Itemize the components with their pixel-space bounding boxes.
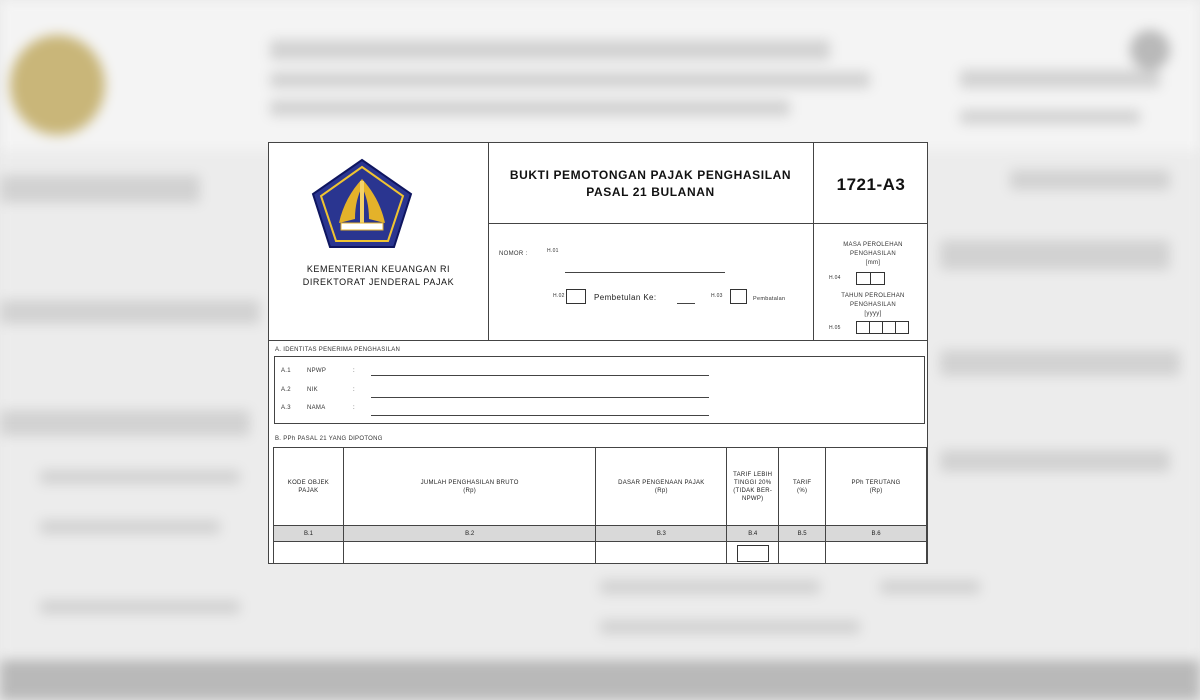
- nik-field[interactable]: [371, 397, 709, 398]
- pembetulan-label: Pembetulan Ke:: [594, 293, 657, 302]
- pembetulan-checkbox[interactable]: [566, 289, 586, 304]
- ministry-line-2: DIREKTORAT JENDERAL PAJAK: [302, 277, 455, 287]
- a3-label: NAMA: [307, 405, 326, 411]
- header-penghasilan-bruto: JUMLAH PENGHASILAN BRUTO (Rp): [343, 448, 596, 526]
- label-b1: B.1: [274, 526, 344, 542]
- ministry-logo: [307, 157, 417, 257]
- tax-form-1721-a3: [268, 142, 928, 564]
- section-b-table: [273, 447, 927, 564]
- section-a-title: A. IDENTITAS PENERIMA PENGHASILAN: [275, 347, 401, 353]
- label-b4: B.4: [727, 526, 779, 542]
- tahun-perolehan: TAHUN PEROLEHAN PENGHASILAN [yyyy]: [841, 293, 905, 317]
- section-b-input-row: [274, 542, 927, 565]
- input-dasar-pengenaan[interactable]: [596, 542, 727, 565]
- section-b-header-row: [274, 448, 927, 526]
- section-a-box: [274, 356, 925, 424]
- header-dasar-pengenaan: DASAR PENGENAAN PAJAK (Rp): [596, 448, 727, 526]
- a2-label: NIK: [307, 387, 318, 393]
- h02-code: H.02: [553, 293, 565, 299]
- section-b-title: B. PPh PASAL 21 YANG DIPOTONG: [275, 436, 383, 442]
- nomor-label: NOMOR :: [499, 251, 528, 257]
- a1-sep: :: [353, 368, 355, 374]
- masa-month-box-2[interactable]: [870, 272, 885, 285]
- masa-perolehan: MASA PEROLEHAN PENGHASILAN [mm]: [843, 242, 903, 266]
- header-tarif-lebih-tinggi: TARIF LEBIH TINGGI 20% (TIDAK BER- NPWP): [727, 448, 779, 526]
- tahun-year-box-3[interactable]: [882, 321, 896, 334]
- masa-month-box-1[interactable]: [856, 272, 871, 285]
- label-b5: B.5: [779, 526, 826, 542]
- a3-code: A.3: [281, 405, 291, 411]
- tarif-lebih-tinggi-checkbox[interactable]: [737, 545, 769, 562]
- tahun-year-box-2[interactable]: [869, 321, 883, 334]
- pembatalan-label: Pembatalan: [753, 296, 786, 302]
- a1-code: A.1: [281, 368, 291, 374]
- section-b-label-row: [274, 526, 927, 542]
- nomor-field[interactable]: [565, 272, 725, 273]
- tahun-year-box-4[interactable]: [895, 321, 909, 334]
- a1-label: NPWP: [307, 368, 327, 374]
- form-title: [488, 167, 813, 201]
- header-tarif: TARIF (%): [779, 448, 826, 526]
- input-tarif[interactable]: [779, 542, 826, 565]
- input-penghasilan-bruto[interactable]: [343, 542, 596, 565]
- a2-sep: :: [353, 387, 355, 393]
- form-code: 1721-A3: [836, 175, 906, 194]
- label-b3: B.3: [596, 526, 727, 542]
- tahun-year-box-1[interactable]: [856, 321, 870, 334]
- label-b2: B.2: [343, 526, 596, 542]
- h04-code: H.04: [829, 275, 841, 281]
- pembetulan-number-field[interactable]: [677, 303, 695, 304]
- ministry-name: [269, 263, 488, 289]
- npwp-field[interactable]: [371, 375, 709, 376]
- label-b6: B.6: [826, 526, 927, 542]
- nomor-code: H.01: [547, 248, 559, 254]
- input-kode-objek[interactable]: [274, 542, 344, 565]
- header-kode-objek: KODE OBJEK PAJAK: [274, 448, 344, 526]
- form-title-line-2: PASAL 21 BULANAN: [586, 185, 715, 199]
- pembatalan-checkbox[interactable]: [730, 289, 747, 304]
- h05-code: H.05: [829, 325, 841, 331]
- h03-code: H.03: [711, 293, 723, 299]
- ministry-line-1: KEMENTERIAN KEUANGAN RI: [306, 264, 451, 274]
- a2-code: A.2: [281, 387, 291, 393]
- input-tarif-lebih-tinggi-cell: [727, 542, 779, 565]
- nama-field[interactable]: [371, 415, 709, 416]
- a3-sep: :: [353, 405, 355, 411]
- form-title-line-1: BUKTI PEMOTONGAN PAJAK PENGHASILAN: [509, 168, 792, 182]
- header-pph-terutang: PPh TERUTANG (Rp): [826, 448, 927, 526]
- input-pph-terutang[interactable]: [826, 542, 927, 565]
